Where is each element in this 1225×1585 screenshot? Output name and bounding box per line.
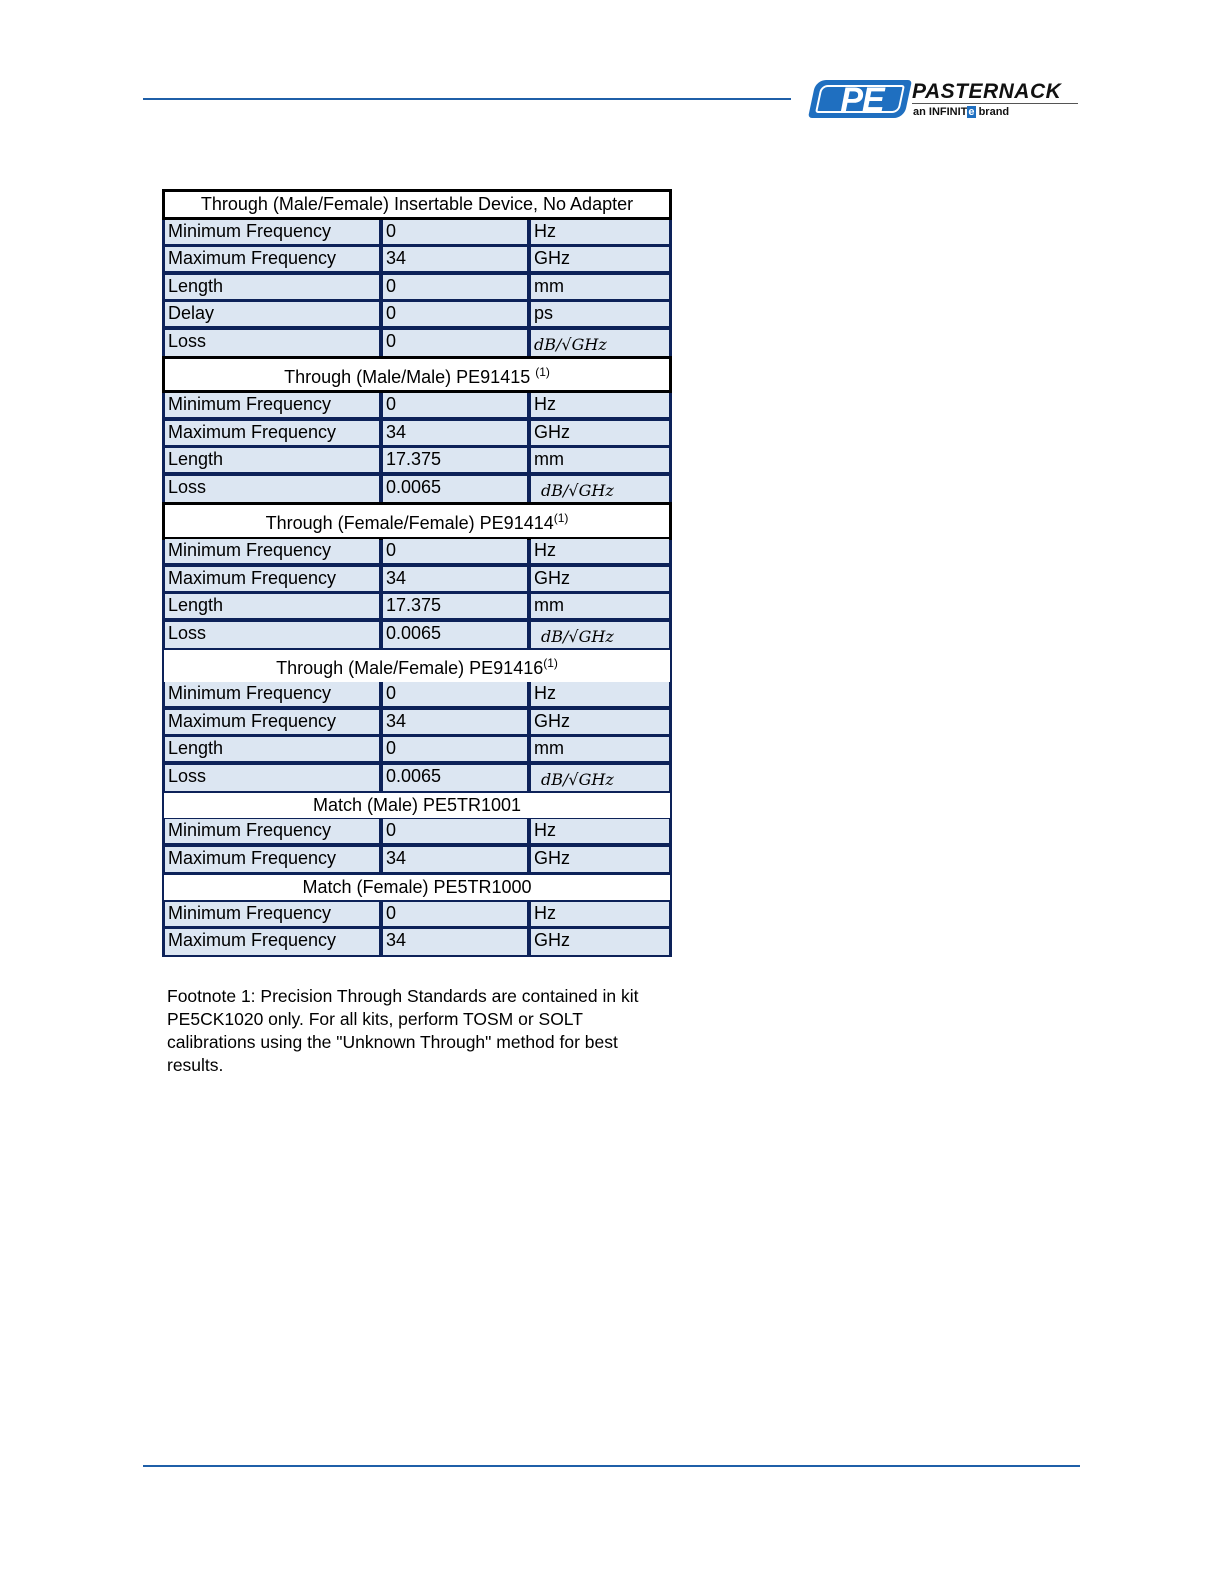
row-value: 34 <box>383 710 527 734</box>
table-row <box>162 218 672 246</box>
row-label: Length <box>165 737 379 761</box>
row-value: 0.0065 <box>383 622 527 648</box>
table-row <box>162 927 672 957</box>
section-title: Through (Male/Female) PE91416 <box>276 658 544 678</box>
logo-tagline-pre: an INFINIT <box>913 106 968 118</box>
row-unit: mm <box>531 275 669 299</box>
row-unit: mm <box>531 448 669 472</box>
row-unit: dB/√GHz <box>531 330 669 356</box>
row-value: 0.0065 <box>383 476 527 502</box>
row-label: Loss <box>165 622 379 648</box>
section-title: Through (Male/Male) PE91415 <box>284 367 536 387</box>
row-unit: Hz <box>531 819 669 843</box>
row-label: Minimum Frequency <box>165 682 379 706</box>
table-row <box>162 273 672 301</box>
row-unit: GHz <box>531 421 669 445</box>
logo-divider <box>912 103 1078 104</box>
row-value: 34 <box>383 247 527 271</box>
row-unit: dB/√GHz <box>531 476 669 502</box>
footnote-marker: (1) <box>553 511 569 525</box>
footnote-line: PE5CK1020 only. For all kits, perform TOSM or SOLT <box>167 1009 583 1029</box>
row-label: Minimum Frequency <box>165 539 379 563</box>
logo-tagline <box>913 106 1009 118</box>
row-unit: Hz <box>531 220 669 244</box>
row-label: Minimum Frequency <box>165 393 379 417</box>
row-unit: GHz <box>531 847 669 872</box>
row-label: Maximum Frequency <box>165 929 379 955</box>
section-header <box>162 189 672 220</box>
header-rule <box>143 98 791 100</box>
row-value: 34 <box>383 421 527 445</box>
row-value: 0 <box>383 539 527 563</box>
table-row <box>162 680 672 708</box>
row-value: 17.375 <box>383 594 527 618</box>
table-row <box>162 735 672 763</box>
section-header <box>162 791 672 820</box>
row-label: Loss <box>165 330 379 356</box>
row-unit: GHz <box>531 929 669 955</box>
section-header <box>162 648 672 684</box>
footer-rule <box>143 1465 1080 1467</box>
row-label: Maximum Frequency <box>165 247 379 271</box>
footnote <box>167 985 687 1077</box>
row-value: 0 <box>383 902 527 926</box>
table-row <box>162 419 672 447</box>
footnote-line: results. <box>167 1055 224 1075</box>
row-label: Maximum Frequency <box>165 710 379 734</box>
footnote-marker: (1) <box>535 365 550 379</box>
row-label: Maximum Frequency <box>165 421 379 445</box>
table-row <box>162 565 672 593</box>
row-label: Maximum Frequency <box>165 847 379 872</box>
row-value: 0 <box>383 393 527 417</box>
row-value: 0 <box>383 302 527 326</box>
table-row <box>162 592 672 620</box>
section-header <box>162 356 672 393</box>
row-unit: dB/√GHz <box>531 622 669 648</box>
row-value: 0.0065 <box>383 765 527 791</box>
row-label: Length <box>165 594 379 618</box>
row-label: Loss <box>165 765 379 791</box>
table-row <box>162 245 672 273</box>
section-header <box>162 873 672 902</box>
row-unit: ps <box>531 302 669 326</box>
table-row <box>162 300 672 328</box>
row-unit: mm <box>531 594 669 618</box>
section-title: Match (Female) PE5TR1000 <box>302 877 532 897</box>
table-row <box>162 817 672 845</box>
row-label: Loss <box>165 476 379 502</box>
row-value: 0 <box>383 220 527 244</box>
table-row <box>162 900 672 928</box>
row-value: 0 <box>383 737 527 761</box>
table-row <box>162 328 672 358</box>
logo-letters: PE <box>840 81 884 119</box>
row-unit: GHz <box>531 247 669 271</box>
row-unit: Hz <box>531 902 669 926</box>
footnote-marker: (1) <box>543 656 558 670</box>
row-value: 34 <box>383 847 527 872</box>
row-unit: Hz <box>531 539 669 563</box>
footnote-line: Footnote 1: Precision Through Standards are contained in kit <box>167 986 639 1006</box>
row-label: Maximum Frequency <box>165 567 379 591</box>
row-value: 0 <box>383 819 527 843</box>
row-value: 34 <box>383 567 527 591</box>
table-row <box>162 391 672 419</box>
table-row <box>162 537 672 565</box>
row-label: Length <box>165 448 379 472</box>
section-title: Match (Male) PE5TR1001 <box>312 795 522 815</box>
row-label: Minimum Frequency <box>165 819 379 843</box>
table-row <box>162 763 672 793</box>
row-label: Minimum Frequency <box>165 902 379 926</box>
logo-tagline-post: brand <box>975 106 1010 118</box>
row-value: 0 <box>383 275 527 299</box>
row-unit: mm <box>531 737 669 761</box>
table-row <box>162 620 672 650</box>
row-value: 0 <box>383 682 527 706</box>
row-unit: GHz <box>531 710 669 734</box>
row-label: Delay <box>165 302 379 326</box>
logo-brand-name: PASTERNACK <box>912 80 1062 103</box>
row-unit: Hz <box>531 393 669 417</box>
calibration-spec-table <box>162 189 672 957</box>
section-title: Through (Male/Female) Insertable Device, No Adapter <box>200 194 634 214</box>
row-value: 17.375 <box>383 448 527 472</box>
table-row <box>162 474 672 504</box>
logo-tagline-e: e <box>968 106 975 118</box>
row-unit: Hz <box>531 682 669 706</box>
row-value: 34 <box>383 929 527 955</box>
row-label: Length <box>165 275 379 299</box>
table-row <box>162 446 672 474</box>
table-row <box>162 708 672 736</box>
footnote-line: calibrations using the "Unknown Through" method for best <box>167 1032 618 1052</box>
row-label: Minimum Frequency <box>165 220 379 244</box>
table-row <box>162 845 672 874</box>
section-title: Through (Female/Female) PE91414 <box>265 513 554 533</box>
pasternack-logo <box>812 80 1082 122</box>
row-value: 0 <box>383 330 527 356</box>
row-unit: dB/√GHz <box>531 765 669 791</box>
row-unit: GHz <box>531 567 669 591</box>
section-header <box>162 502 672 540</box>
